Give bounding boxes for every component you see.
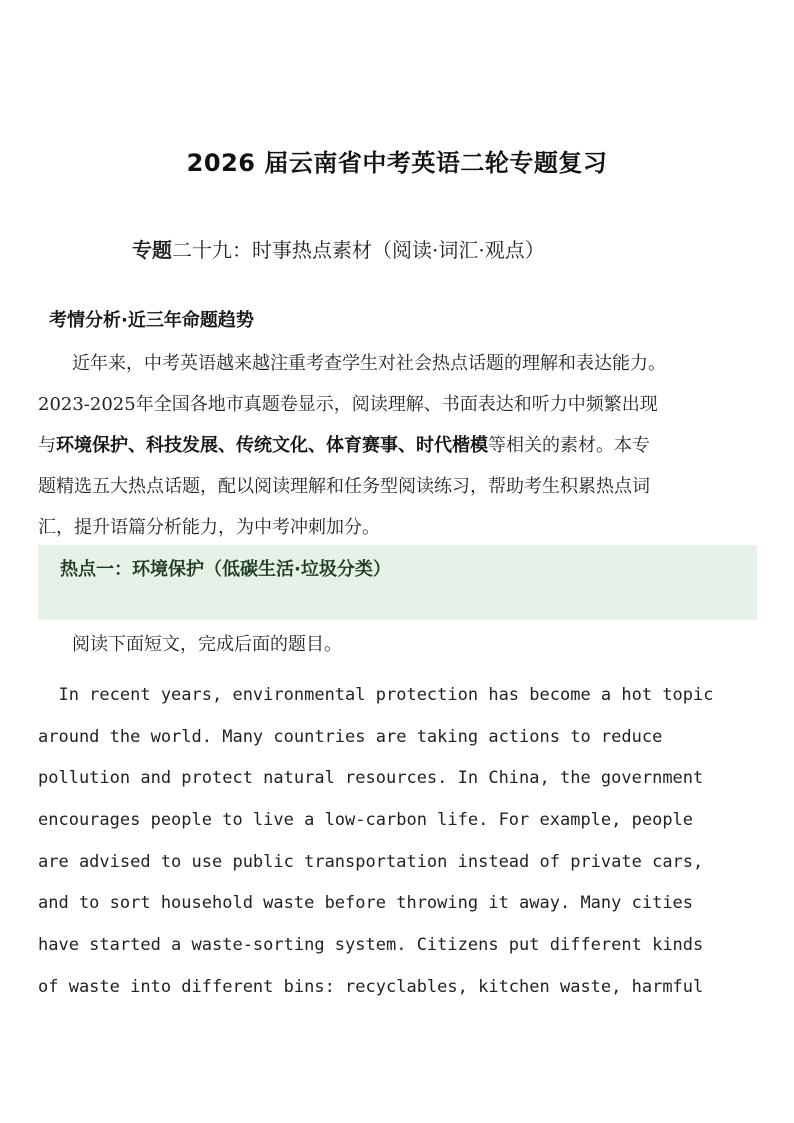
- intro-line: 近年来，中考英语越来越注重考查学生对社会热点话题的理解和表达能力。: [72, 353, 666, 374]
- passage-line: around the world. Many countries are taking actions to reduce: [38, 726, 663, 747]
- subtitle-text: 二十九：时事热点素材（阅读·词汇·观点）: [172, 238, 545, 262]
- intro-line-suffix: 等相关的素材。本专: [488, 435, 650, 456]
- intro-line: 题精选五大热点话题，配以阅读理解和任务型阅读练习，帮助考生积累热点词: [38, 476, 650, 497]
- reading-passage: [38, 675, 778, 1009]
- document-title: 2026 届云南省中考英语二轮专题复习: [186, 149, 608, 177]
- topic-environment: 环境保护: [56, 435, 128, 456]
- passage-line: of waste into different bins: recyclables, kitchen waste, harmful: [38, 976, 704, 997]
- passage-line: and to sort household waste before throwing it away. Many cities: [38, 893, 694, 914]
- topic-separator: 、: [308, 435, 326, 456]
- topic-separator: 、: [218, 435, 236, 456]
- passage-line: pollution and protect natural resources. In China, the government: [38, 768, 704, 789]
- topic-culture: 传统文化: [236, 435, 308, 456]
- passage-line: have started a waste-sorting system. Citizens put different kinds: [38, 935, 704, 956]
- intro-line: 2023-2025年全国各地市真题卷显示，阅读理解、书面表达和听力中频繁出现: [38, 394, 658, 415]
- section-heading: 考情分析·近三年命题趋势: [49, 310, 254, 331]
- topic-sports: 体育赛事: [326, 435, 398, 456]
- reading-instruction: 阅读下面短文，完成后面的题目。: [72, 634, 342, 655]
- topic-role-models: 时代楷模: [416, 435, 488, 456]
- intro-line-prefix: 与: [38, 435, 56, 456]
- topic-technology: 科技发展: [146, 435, 218, 456]
- intro-line: 汇，提升语篇分析能力，为中考冲刺加分。: [38, 517, 380, 538]
- subtitle-bold-prefix: 专题: [132, 238, 172, 262]
- passage-line: encourages people to live a low-carbon life. For example, people: [38, 810, 694, 831]
- passage-line: are advised to use public transportation instead of private cars,: [38, 851, 704, 872]
- topic-subtitle: [132, 234, 545, 263]
- passage-line: In recent years, environmental protection has become a hot topic: [38, 685, 714, 705]
- hot-topic-banner: [38, 545, 757, 620]
- hot-topic-title: 热点一：环境保护（低碳生活·垃圾分类）: [60, 559, 391, 580]
- topic-separator: 、: [398, 435, 416, 456]
- intro-paragraph: [38, 343, 774, 548]
- topic-separator: 、: [128, 435, 146, 456]
